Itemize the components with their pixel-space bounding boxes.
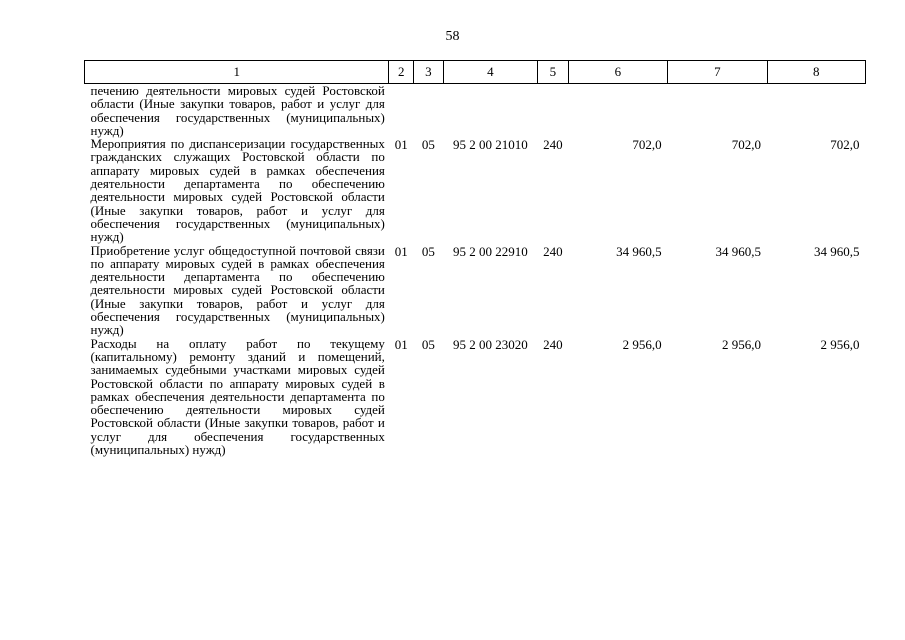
col-header-4: 4 <box>443 61 537 84</box>
row-pr: 05 <box>421 336 435 352</box>
row-year2 <box>668 84 767 138</box>
row-year1 <box>568 84 667 138</box>
row-year3 <box>767 84 865 138</box>
row-csr: 95 2 00 21010 <box>452 137 528 153</box>
row-vr: 240 <box>543 336 563 352</box>
row-vr <box>537 84 568 138</box>
row-description: Приобретение услуг общедоступной почтовой связи по аппарату мировых судей в рамках обеспечения деятельности департамента по обеспечению деятельности мировых судей Ростовской области (Иные закупки товаров, работ и услуг для обеспечения государственных (муниципальных) нужд) <box>90 242 385 338</box>
row-year1: 34 960,5 <box>616 243 662 259</box>
row-csr <box>443 84 537 138</box>
row-csr: 95 2 00 22910 <box>452 243 528 259</box>
col-header-6: 6 <box>568 61 667 84</box>
row-rz: 01 <box>394 336 408 352</box>
table-row <box>85 337 866 457</box>
col-header-5: 5 <box>537 61 568 84</box>
row-year3: 34 960,5 <box>814 243 860 259</box>
row-rz: 01 <box>394 137 408 153</box>
row-year1: 2 956,0 <box>622 336 662 352</box>
table-row <box>85 84 866 138</box>
row-description: Расходы на оплату работ по текущему (капитальному) ремонту зданий и помещений, занимаемых судебными участками мировых судей Ростовской области по аппарату мировых судей в рамках обеспечения деятельности департамента по обеспечению деятельности мировых судей Ростовской области (Иные закупки товаров, работ и услуг для обеспечения государственных (муниципальных) нужд) <box>90 335 385 458</box>
row-year3: 2 956,0 <box>820 336 860 352</box>
row-year2: 34 960,5 <box>715 243 762 259</box>
page-number: 58 <box>445 29 460 44</box>
row-year3: 702,0 <box>830 137 860 153</box>
col-header-1: 1 <box>85 61 389 84</box>
col-header-7: 7 <box>668 61 767 84</box>
row-description: печению деятельности мировых судей Ростовской области (Иные закупки товаров, работ и услуг для обеспечения государственных (муниципальных) нужд) <box>90 83 385 138</box>
header-row <box>85 61 866 84</box>
row-year2: 2 956,0 <box>722 336 762 352</box>
row-pr <box>413 84 443 138</box>
col-header-3: 3 <box>413 61 443 84</box>
row-pr: 05 <box>421 137 435 153</box>
col-header-2: 2 <box>389 61 414 84</box>
table-row <box>85 137 866 243</box>
row-csr: 95 2 00 23020 <box>452 336 528 352</box>
row-year1: 702,0 <box>632 137 662 153</box>
row-year2: 702,0 <box>731 137 762 153</box>
table-row <box>85 244 866 337</box>
row-vr: 240 <box>543 137 563 153</box>
col-header-8: 8 <box>767 61 865 84</box>
row-vr: 240 <box>543 243 563 259</box>
row-pr: 05 <box>421 243 435 259</box>
row-rz: 01 <box>394 243 408 259</box>
row-rz <box>389 84 414 138</box>
budget-table <box>84 60 866 456</box>
row-description: Мероприятия по диспансеризации государственных гражданских служащих Ростовской области по аппарату мировых судей в рамках обеспечения деятельности департамента по обеспечению деятельности мировых судей Ростовской области (Иные закупки товаров, работ и услуг для обеспечения государственных (муниципальных) нужд) <box>90 136 385 245</box>
